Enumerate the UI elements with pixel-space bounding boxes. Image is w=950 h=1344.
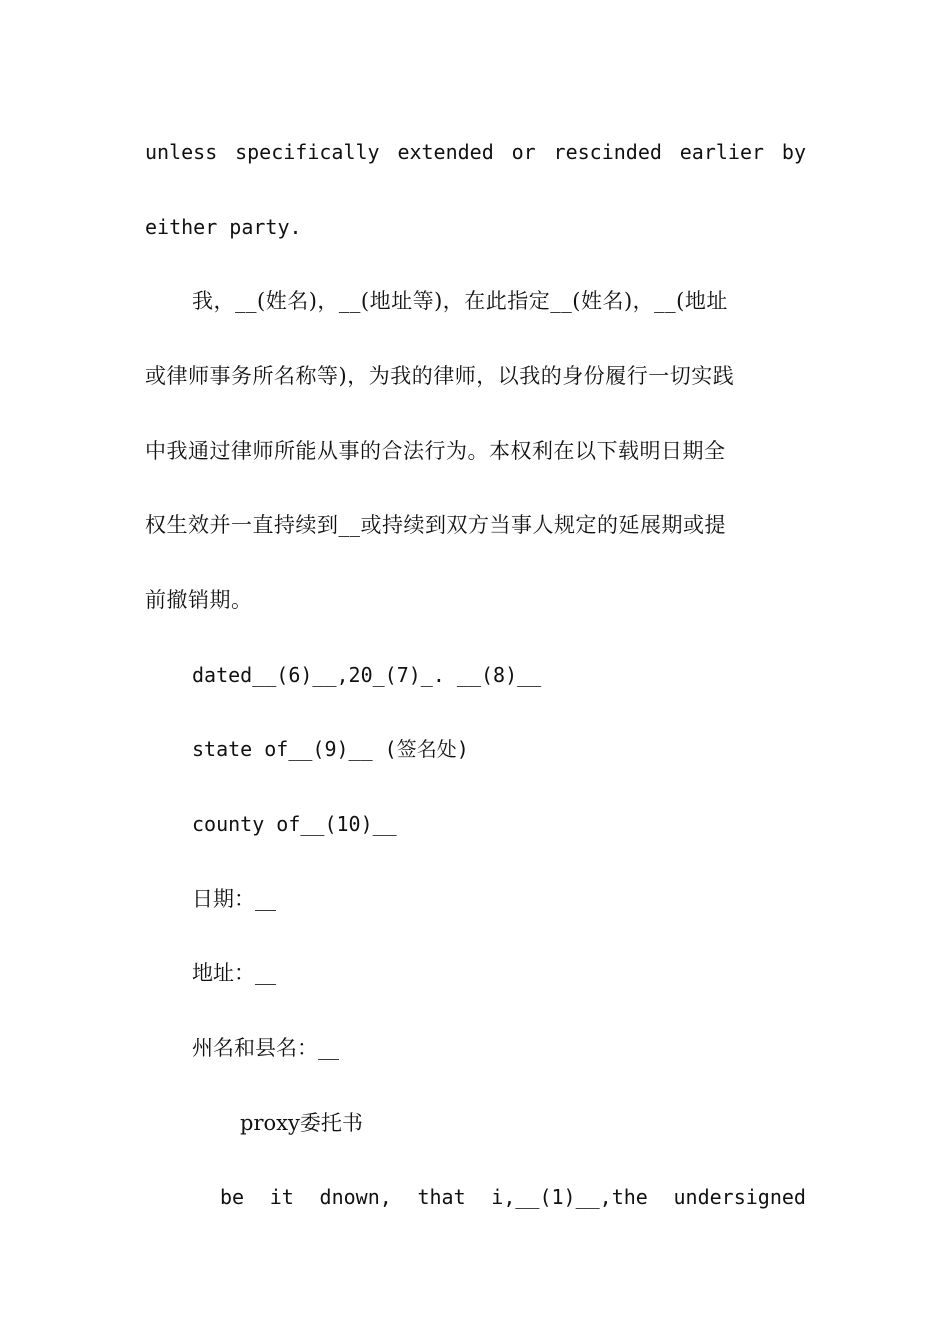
proxy-heading: proxy委托书 [240, 1111, 363, 1135]
word: undersigned [673, 1185, 806, 1209]
word: be [220, 1185, 245, 1209]
word: that [417, 1185, 466, 1209]
proxy-line1 [220, 1182, 806, 1212]
word: unless [145, 140, 218, 164]
word: or [511, 140, 536, 164]
word: by [781, 140, 806, 164]
state-line: state of__(9)__ (签名处) [192, 737, 469, 761]
paragraph1-line2: either party. [145, 215, 302, 239]
paragraph2-line4: 权生效并一直持续到__或持续到双方当事人规定的延展期或提 [145, 513, 726, 537]
state-county-cn-line: 州名和县名：__ [192, 1036, 339, 1060]
word: earlier [679, 140, 765, 164]
word: it [269, 1185, 294, 1209]
paragraph2-line1: 我，__(姓名)，__(地址等)，在此指定__(姓名)，__(地址 [192, 289, 728, 313]
word: rescinded [553, 140, 662, 164]
dated-line: dated__(6)__,20_(7)_. __(8)__ [192, 663, 542, 687]
date-cn-line: 日期：__ [192, 887, 276, 911]
paragraph1-line1 [145, 137, 806, 167]
word: dnown, [319, 1185, 392, 1209]
paragraph2-line5: 前撤销期。 [145, 588, 253, 612]
word: i,__(1)__,the [491, 1185, 648, 1209]
county-line: county of__(10)__ [192, 812, 397, 836]
address-cn-line: 地址：__ [192, 961, 276, 985]
word: specifically [235, 140, 380, 164]
paragraph2-line2: 或律师事务所名称等)，为我的律师，以我的身份履行一切实践 [145, 364, 735, 388]
word: extended [397, 140, 494, 164]
paragraph2-line3: 中我通过律师所能从事的合法行为。本权利在以下载明日期全 [145, 439, 726, 463]
